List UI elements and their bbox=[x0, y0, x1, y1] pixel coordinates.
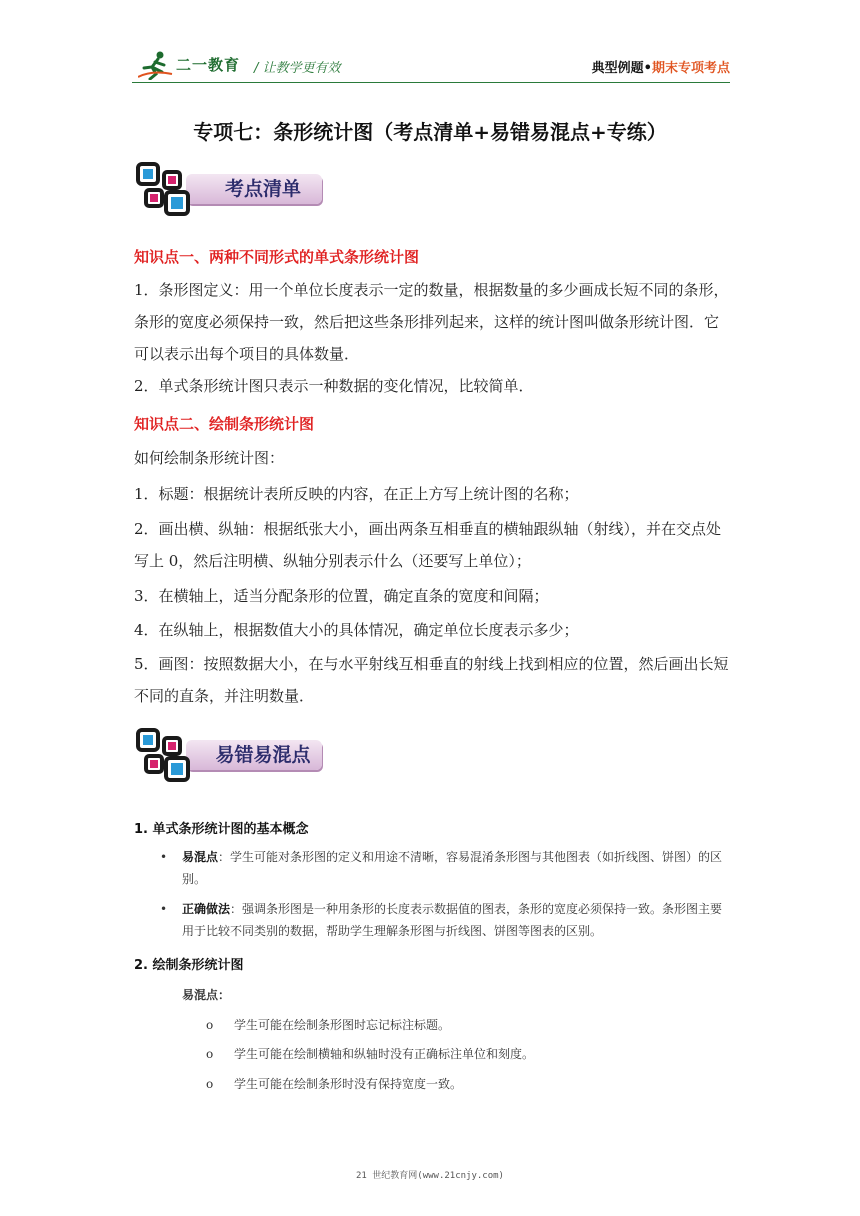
list-item-text: 学生可能在绘制条形时没有保持宽度一致。 bbox=[234, 1077, 463, 1091]
header-divider bbox=[132, 82, 730, 83]
list-item bbox=[160, 898, 732, 942]
circle-bullet-icon: o bbox=[206, 1077, 214, 1091]
circle-bullet-icon: o bbox=[206, 1047, 214, 1061]
section-banner-mistakes bbox=[134, 726, 324, 782]
banner-label: 易错易混点 bbox=[215, 744, 311, 766]
page-title: 专项七：条形统计图（考点清单+易错易混点+专练） bbox=[193, 120, 667, 144]
bullet-dot-icon: • bbox=[160, 902, 168, 916]
list-item-text: 学生可能在绘制条形图时忘记标注标题。 bbox=[234, 1018, 451, 1032]
banner-label: 考点清单 bbox=[224, 178, 301, 200]
header-category-accent: 期末专项考点 bbox=[651, 61, 730, 76]
page-header bbox=[132, 44, 730, 84]
knowledge-point-1-para-2: 2．单式条形统计图只表示一种数据的变化情况，比较简单． bbox=[134, 377, 534, 395]
bullet-text: ：学生可能对条形图的定义和用途不清晰，容易混淆条形图与其他图表（如折线图、饼图）的区别。 bbox=[182, 850, 723, 886]
list-item-text: 学生可能在绘制横轴和纵轴时没有正确标注单位和刻度。 bbox=[234, 1047, 535, 1061]
list-item bbox=[206, 1016, 450, 1033]
list-item bbox=[206, 1045, 534, 1062]
header-category-main: 典型例题• bbox=[591, 61, 652, 76]
bullet-label: 正确做法 bbox=[182, 902, 231, 916]
knowledge-point-2-step-1: 1．标题：根据统计表所反映的内容，在正上方写上统计图的名称； bbox=[134, 485, 579, 503]
page-footer: 21 世纪教育网(www.21cnjy.com) bbox=[356, 1171, 504, 1181]
list-item bbox=[206, 1075, 462, 1092]
blocks-icon bbox=[134, 726, 198, 788]
knowledge-point-1-para-1: 1．条形图定义：用一个单位长度表示一定的数量，根据数量的多少画成长短不同的条形，条形的宽度必须保持一致，然后把这些条形排列起来，这样的统计图叫做条形统计图．它可以表示出每个项目的具体数量． bbox=[134, 281, 729, 363]
circle-bullet-icon: o bbox=[206, 1018, 214, 1032]
knowledge-point-2-step-3: 3．在横轴上，适当分配条形的位置，确定直条的宽度和间隔； bbox=[134, 587, 549, 605]
mistake-heading-2: 2. 绘制条形统计图 bbox=[134, 958, 244, 973]
knowledge-point-2-heading: 知识点二、绘制条形统计图 bbox=[134, 415, 315, 433]
brand-name: 二一教育 bbox=[176, 56, 241, 74]
header-category bbox=[592, 57, 730, 76]
list-item bbox=[160, 846, 732, 890]
section-banner-checklist bbox=[134, 160, 324, 216]
knowledge-point-2-intro: 如何绘制条形统计图： bbox=[134, 449, 285, 467]
runner-logo-icon bbox=[138, 50, 174, 80]
knowledge-point-2-step-5: 5．画图：按照数据大小，在与水平射线互相垂直的射线上找到相应的位置，然后画出长短不同的直条，并注明数量． bbox=[134, 655, 729, 705]
slogan: / 让教学更有效 bbox=[254, 61, 341, 76]
knowledge-point-1-heading: 知识点一、两种不同形式的单式条形统计图 bbox=[134, 248, 420, 266]
bullet-dot-icon: • bbox=[160, 850, 168, 864]
knowledge-point-2-step-2: 2．画出横、纵轴：根据纸张大小，画出两条互相垂直的横轴跟纵轴（射线），并在交点处写上 0，然后注明横、纵轴分别表示什么（还要写上单位）； bbox=[134, 520, 722, 570]
sub-heading: 易混点： bbox=[182, 988, 231, 1002]
blocks-icon bbox=[134, 160, 198, 222]
mistake-heading-1: 1. 单式条形统计图的基本概念 bbox=[134, 822, 309, 837]
knowledge-point-2-step-4: 4．在纵轴上，根据数值大小的具体情况，确定单位长度表示多少； bbox=[134, 621, 579, 639]
bullet-text: ：强调条形图是一种用条形的长度表示数据值的图表，条形的宽度必须保持一致。条形图主要用于比较不同类别的数据，帮助学生理解条形图与折线图、饼图等图表的区别。 bbox=[182, 902, 723, 938]
bullet-label: 易混点 bbox=[182, 850, 219, 864]
